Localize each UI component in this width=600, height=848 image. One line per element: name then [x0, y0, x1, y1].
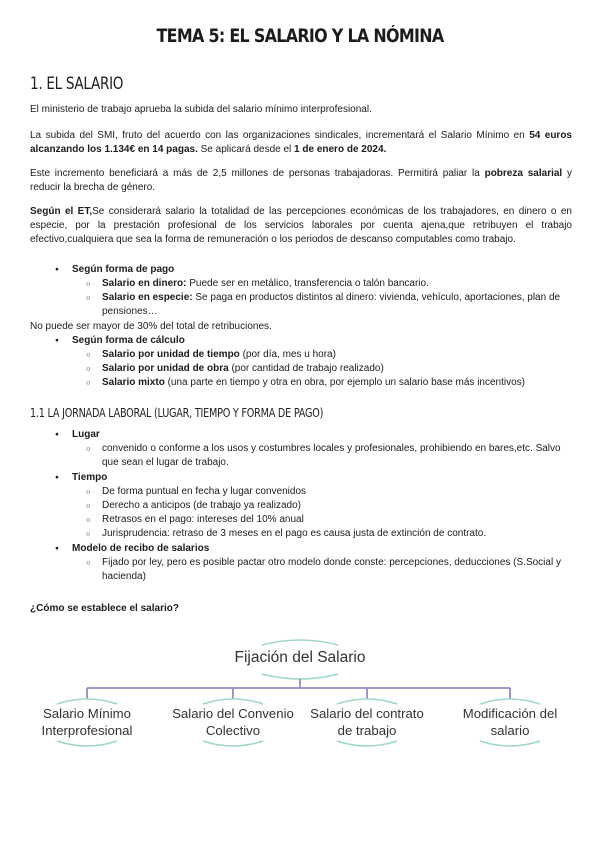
bold-fragment: Salario por unidad de tiempo [102, 349, 240, 360]
bullet-forma-calculo: ● Según forma de cálculo [72, 334, 185, 348]
bullet-modelo-recibo: ● Modelo de recibo de salarios [72, 542, 209, 556]
diagram-node-contrato: Salario del contrato de trabajo [310, 706, 424, 738]
paragraph-limite-especie: No puede ser mayor de 30% del total de retribuciones. [30, 321, 272, 332]
document-title: TEMA 5: EL SALARIO Y LA NÓMINA [156, 26, 444, 47]
diagram-node-smi: Salario Mínimo Interprofesional [41, 706, 133, 738]
section-heading-jornada: 1.1 LA JORNADA LABORAL (LUGAR, TIEMPO Y FORMA DE PAGO) [30, 405, 324, 420]
child-bottom-arc [480, 741, 540, 746]
text-fragment: Puede ser en metálico, transferencia o talón bancario. [186, 278, 429, 289]
paragraph-smi-aprobado: El ministerio de trabajo aprueba la subida del salario mínimo interprofesional. [30, 104, 372, 115]
subbullet-lugar-convenido: ○ convenido o conforme a los usos y costumbres locales y profesionales, prohibiendo en bares,etc. Salvo que sean el lugar de trabajo. [102, 442, 572, 470]
subbullet-tiempo-jurisprudencia: ○ Jurisprudencia: retraso de 3 meses en el pago es causa justa de extinción de contrato. [102, 527, 572, 541]
child-top-arc [57, 699, 117, 704]
text-fragment: Se considerará salario la totalidad de las percepciones económicas de los trabajadores, en dinero o en especie, por la prestación profesional de los servicios laborales por cuenta ajena,que retribuyen el trabajo efectivo,cualquiera que sea la forma de remuneración o los periodos de descanso computables como trabajo. [30, 206, 572, 246]
subbullet-tiempo-puntual: ○ De forma puntual en fecha y lugar convenidos [102, 485, 572, 499]
diagram-node-convenio: Salario del Convenio Colectivo [172, 706, 294, 738]
diagram-root-label: Fijación del Salario [234, 649, 366, 666]
child-top-arc [337, 699, 397, 704]
text-fragment: La subida del SMI, fruto del acuerdo con las organizaciones sindicales, incrementará el Salario Mínimo en [30, 130, 530, 141]
diagram-node-modificacion: Modificación del salario [462, 706, 558, 738]
bullet-lugar: ● Lugar [72, 428, 100, 442]
bold-fragment: Según el ET, [30, 206, 93, 217]
bold-fragment: pobreza salarial [484, 168, 563, 179]
bold-fragment: Salario en especie: [102, 292, 193, 303]
subbullet-modelo-fijado: ○ Fijado por ley, pero es posible pactar otro modelo donde conste: percepciones, deducciones (S.Social y hacienda) [102, 556, 572, 584]
text-fragment: Este incremento beneficiará a más de 2,5 millones de personas trabajadoras. Permitirá paliar la [30, 168, 485, 179]
question-establece-salario: ¿Cómo se establece el salario? [30, 603, 179, 614]
bold-fragment: 54 euros alcanzando los 1.134€ en 14 pagas. [30, 130, 572, 156]
child-bottom-arc [203, 741, 263, 746]
child-top-arc [203, 699, 263, 704]
section-heading-salario: 1. EL SALARIO [30, 74, 124, 94]
text-fragment: Se paga en productos distintos al dinero: vivienda, vehículo, aportaciones, plan de pensiones… [102, 292, 561, 318]
text-fragment: (por cantidad de trabajo realizado) [228, 363, 384, 374]
bold-fragment: Salario en dinero: [102, 278, 187, 289]
bold-fragment: Salario por unidad de obra [102, 363, 229, 374]
text-fragment: Se aplicará desde el [197, 144, 295, 156]
text-fragment: (por día, mes u hora) [239, 349, 336, 360]
subbullet-tiempo-anticipos: ○ Derecho a anticipos (de trabajo ya realizado) [102, 499, 572, 513]
root-bottom-arc [262, 674, 338, 679]
text-fragment: (una parte en tiempo y otra en obra, por ejemplo un salario base más incentivos) [164, 377, 526, 388]
bold-fragment: 1 de enero de 2024. [294, 144, 387, 156]
bullet-forma-pago: ● Según forma de pago [72, 263, 174, 277]
bold-fragment: Salario mixto [102, 377, 165, 388]
root-top-arc [262, 640, 338, 645]
child-bottom-arc [337, 741, 397, 746]
subbullet-tiempo-retrasos: ○ Retrasos en el pago: intereses del 10% anual [102, 513, 572, 527]
child-bottom-arc [57, 741, 117, 746]
child-top-arc [480, 699, 540, 704]
text-fragment: y reducir la brecha de género. [30, 168, 572, 194]
bullet-tiempo: ● Tiempo [72, 471, 107, 485]
